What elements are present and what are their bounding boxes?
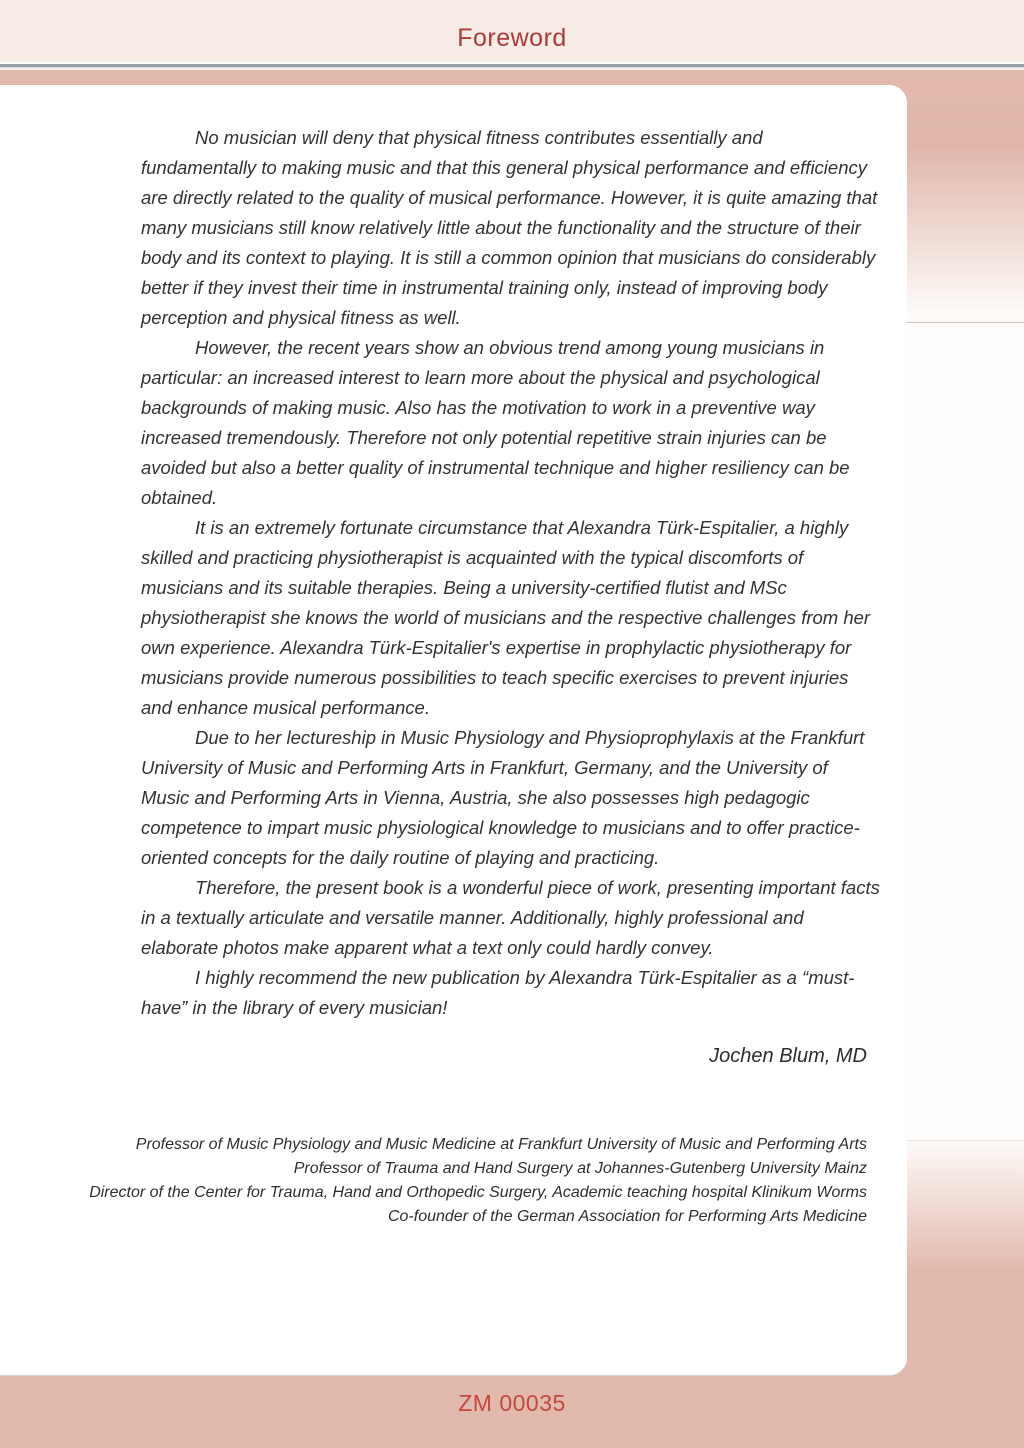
foreword-paragraph: Therefore, the present book is a wonderful piece of work, presenting important facts in a textually articulate and versatile manner. Additionally, highly professional and elaborate photos make apparent what a text only could hardly convey. (141, 877, 880, 958)
foreword-paragraph: No musician will deny that physical fitness contributes essentially and fundamentally to making music and that this general physical performance and efficiency are directly related to the quality of musical performance. However, it is quite amazing that many musicians still know relatively little about the functionality and the structure of their body and its context to playing. It is still a common opinion that musicians do considerably better if they invest their time in instrumental training only, instead of improving body perception and physical fitness as well. (141, 127, 878, 328)
signature: Jochen Blum, MD (709, 1045, 867, 1067)
page-title: Foreword (457, 24, 567, 52)
foreword-paragraph: It is an extremely fortunate circumstance that Alexandra Türk-Espitalier, a highly skilled and practicing physiotherapist is acquainted with the typical discomforts of musicians and its suitable therapies. Being a university-certified flutist and MSc physiotherapist she knows the world of musicians and the respective challenges from her own experience. Alexandra Türk-Espitalier's expertise in prophylactic physiotherapy for musicians provide numerous possibilities to teach specific exercises to prevent injuries and enhance musical performance. (141, 517, 871, 718)
chapter-header (0, 0, 1024, 62)
credit-line: Director of the Center for Trauma, Hand and Orthopedic Surgery, Academic teaching hospital Klinikum Worms (89, 1184, 867, 1201)
foreword-text (141, 123, 881, 1023)
credit-line: Professor of Music Physiology and Music Medicine at Frankfurt University of Music and Performing Arts (135, 1136, 867, 1153)
foreword-paragraph: However, the recent years show an obvious trend among young musicians in particular: an increased interest to learn more about the physical and psychological backgrounds of making music. Also has the motivation to work in a preventive way increased tremendously. Therefore not only potential repetitive strain injuries can be avoided but also a better quality of instrumental technique and higher resiliency can be obtained. (141, 337, 850, 508)
page-footer (0, 1390, 1024, 1417)
credit-line: Co-founder of the German Association for Performing Arts Medicine (387, 1208, 867, 1225)
foreword-paragraph: Due to her lectureship in Music Physiology and Physioprophylaxis at the Frankfurt University of Music and Performing Arts in Frankfurt, Germany, and the University of Music and Performing Arts in Vienna, Austria, she also possesses high pedagogic competence to impart music physiological knowledge to musicians and to offer practice-oriented concepts for the daily routine of playing and practicing. (141, 727, 865, 868)
side-tab-top (890, 70, 1024, 323)
header-divider (0, 62, 1024, 70)
side-tab-bottom (890, 1140, 1024, 1376)
content-card (0, 85, 907, 1376)
foreword-paragraph: I highly recommend the new publication by Alexandra Türk-Espitalier as a “must-have” in the library of every musician! (141, 967, 855, 1018)
credit-line: Professor of Trauma and Hand Surgery at Johannes-Gutenberg University Mainz (293, 1160, 867, 1177)
credits (20, 1133, 867, 1229)
footer-code: ZM 00035 (458, 1390, 566, 1416)
side-tab-middle (890, 323, 1024, 1140)
